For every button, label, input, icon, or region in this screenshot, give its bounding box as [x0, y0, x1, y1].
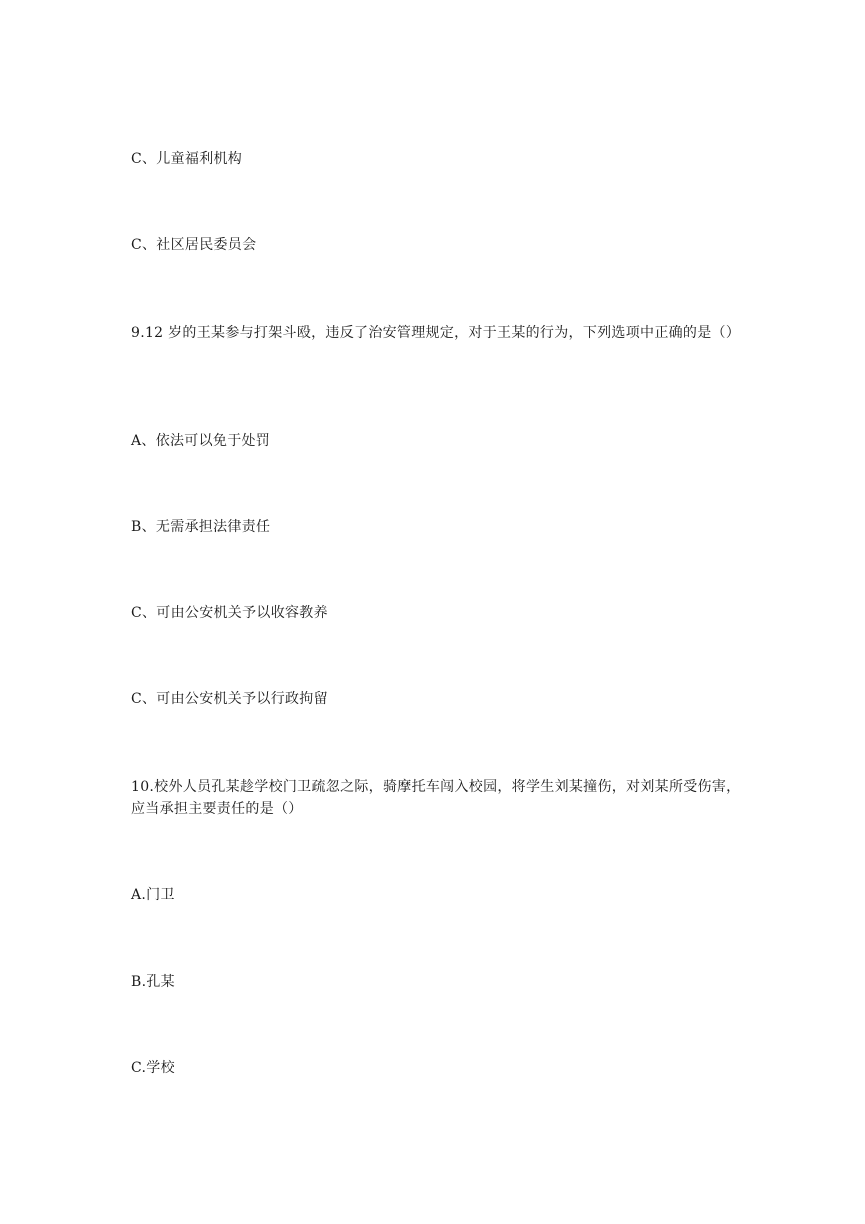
question-10-option-c: C.学校 [131, 1060, 175, 1076]
question-8-option-c-2: C、社区居民委员会 [131, 237, 257, 253]
question-9-option-a: A、依法可以免于处罚 [131, 433, 271, 449]
question-9-option-b: B、无需承担法律责任 [131, 519, 271, 535]
question-9-option-d: C、可由公安机关予以行政拘留 [131, 691, 328, 707]
question-10-option-a: A.门卫 [131, 887, 175, 903]
question-9-stem: 9.12 岁的王某参与打架斗殴，违反了治安管理规定，对于王某的行为，下列选项中正确的是（） [131, 325, 741, 341]
question-8-option-c-1: C、儿童福利机构 [131, 151, 243, 167]
question-10-option-b: B.孔某 [131, 974, 175, 990]
question-9-option-c: C、可由公安机关予以收容教养 [131, 605, 328, 621]
question-10-stem: 10.校外人员孔某趁学校门卫疏忽之际，骑摩托车闯入校园，将学生刘某撞伤，对刘某所受伤害，应当承担主要责任的是（） [131, 779, 741, 817]
